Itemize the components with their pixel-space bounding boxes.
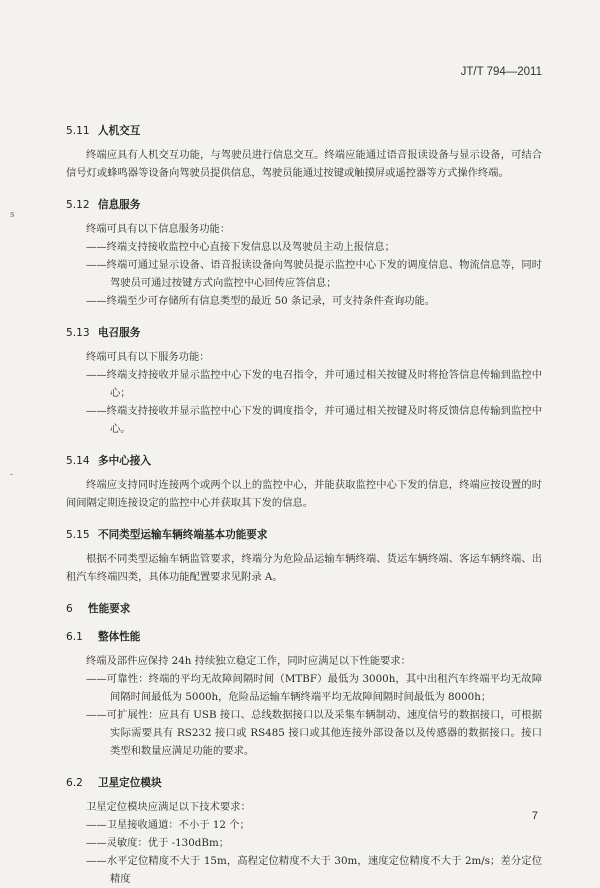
paragraph: 终端应支持同时连接两个或两个以上的监控中心，并能获取监控中心下发的信息，终端应按设置的时间间隔定期连接设定的监控中心并获取其下发的信息。 — [66, 479, 542, 509]
page-body — [66, 122, 542, 888]
list-item: ——卫星接收通道：不小于 12 个； — [86, 819, 250, 831]
list-item: ——终端至少可存储所有信息类型的最近 50 条记录，可支持条件查询功能。 — [86, 295, 436, 307]
section-heading: 5.11 人机交互 — [66, 125, 141, 137]
list-item: ——终端支持接收并显示监控中心下发的调度指令，并可通过相关按键及时将反馈信息传输到监控中心。 — [86, 405, 542, 435]
list-item: ——水平定位精度不大于 15m，高程定位精度不大于 30m，速度定位精度不大于 2m/s；差分定位精度 — [86, 855, 542, 885]
page-number: 7 — [531, 810, 538, 822]
section-heading: 5.13 电召服务 — [66, 327, 141, 339]
paragraph: 终端可具有以下服务功能： — [86, 351, 210, 363]
list-item: ——终端支持接收并显示监控中心下发的电召指令，并可通过相关按键及时将抢答信息传输到监控中心； — [86, 369, 542, 399]
chapter-heading: 6 性能要求 — [66, 603, 131, 615]
paragraph: 终端可具有以下信息服务功能： — [86, 223, 231, 235]
section-heading: 5.12 信息服务 — [66, 199, 141, 211]
list-item: ——灵敏度：优于 -130dBm； — [86, 837, 229, 849]
section-heading: 5.15 不同类型运输车辆终端基本功能要求 — [66, 529, 268, 541]
list-item: ——终端支持接收监控中心直接下发信息以及驾驶员主动上报信息； — [86, 241, 395, 253]
section-heading: 6.2 卫星定位模块 — [66, 777, 162, 789]
list-item: ——终端可通过显示设备、语音报读设备向驾驶员提示监控中心下发的调度信息、物流信息等，同时驾驶员可通过按键方式向监控中心回传应答信息； — [86, 259, 542, 289]
scan-edge-mark: - — [10, 470, 14, 480]
scan-edge-mark: s — [10, 210, 15, 220]
section-heading: 5.14 多中心接入 — [66, 455, 151, 467]
standard-number-header: JT/T 794—2011 — [460, 66, 542, 78]
paragraph: 根据不同类型运输车辆监管要求，终端分为危险品运输车辆终端、货运车辆终端、客运车辆终端、出租汽车终端四类，具体功能配置要求见附录 A。 — [66, 553, 542, 583]
paragraph: 卫星定位模块应满足以下技术要求： — [86, 801, 251, 813]
paragraph: 终端及部件应保持 24h 持续独立稳定工作，同时应满足以下性能要求： — [86, 655, 411, 667]
list-item: ——可靠性：终端的平均无故障间隔时间（MTBF）最低为 3000h，其中出租汽车终端平均无故障间隔时间最低为 5000h，危险品运输车辆终端平均无故障间隔时间最低为 8000h； — [86, 673, 542, 703]
list-item: ——可扩展性：应具有 USB 接口、总线数据接口以及采集车辆制动、速度信号的数据接口，可根据实际需要具有 RS232 接口或 RS485 接口或其他连接外部设备以及传感器的数据接口。接口类型和数量应满足功能的要求。 — [86, 709, 542, 757]
paragraph: 终端应具有人机交互功能，与驾驶员进行信息交互。终端应能通过语音报读设备与显示设备，可结合信号灯或蜂鸣器等设备向驾驶员提供信息，驾驶员能通过按键或触摸屏或遥控器等方式操作终端。 — [66, 149, 542, 179]
section-heading: 6.1 整体性能 — [66, 631, 141, 643]
